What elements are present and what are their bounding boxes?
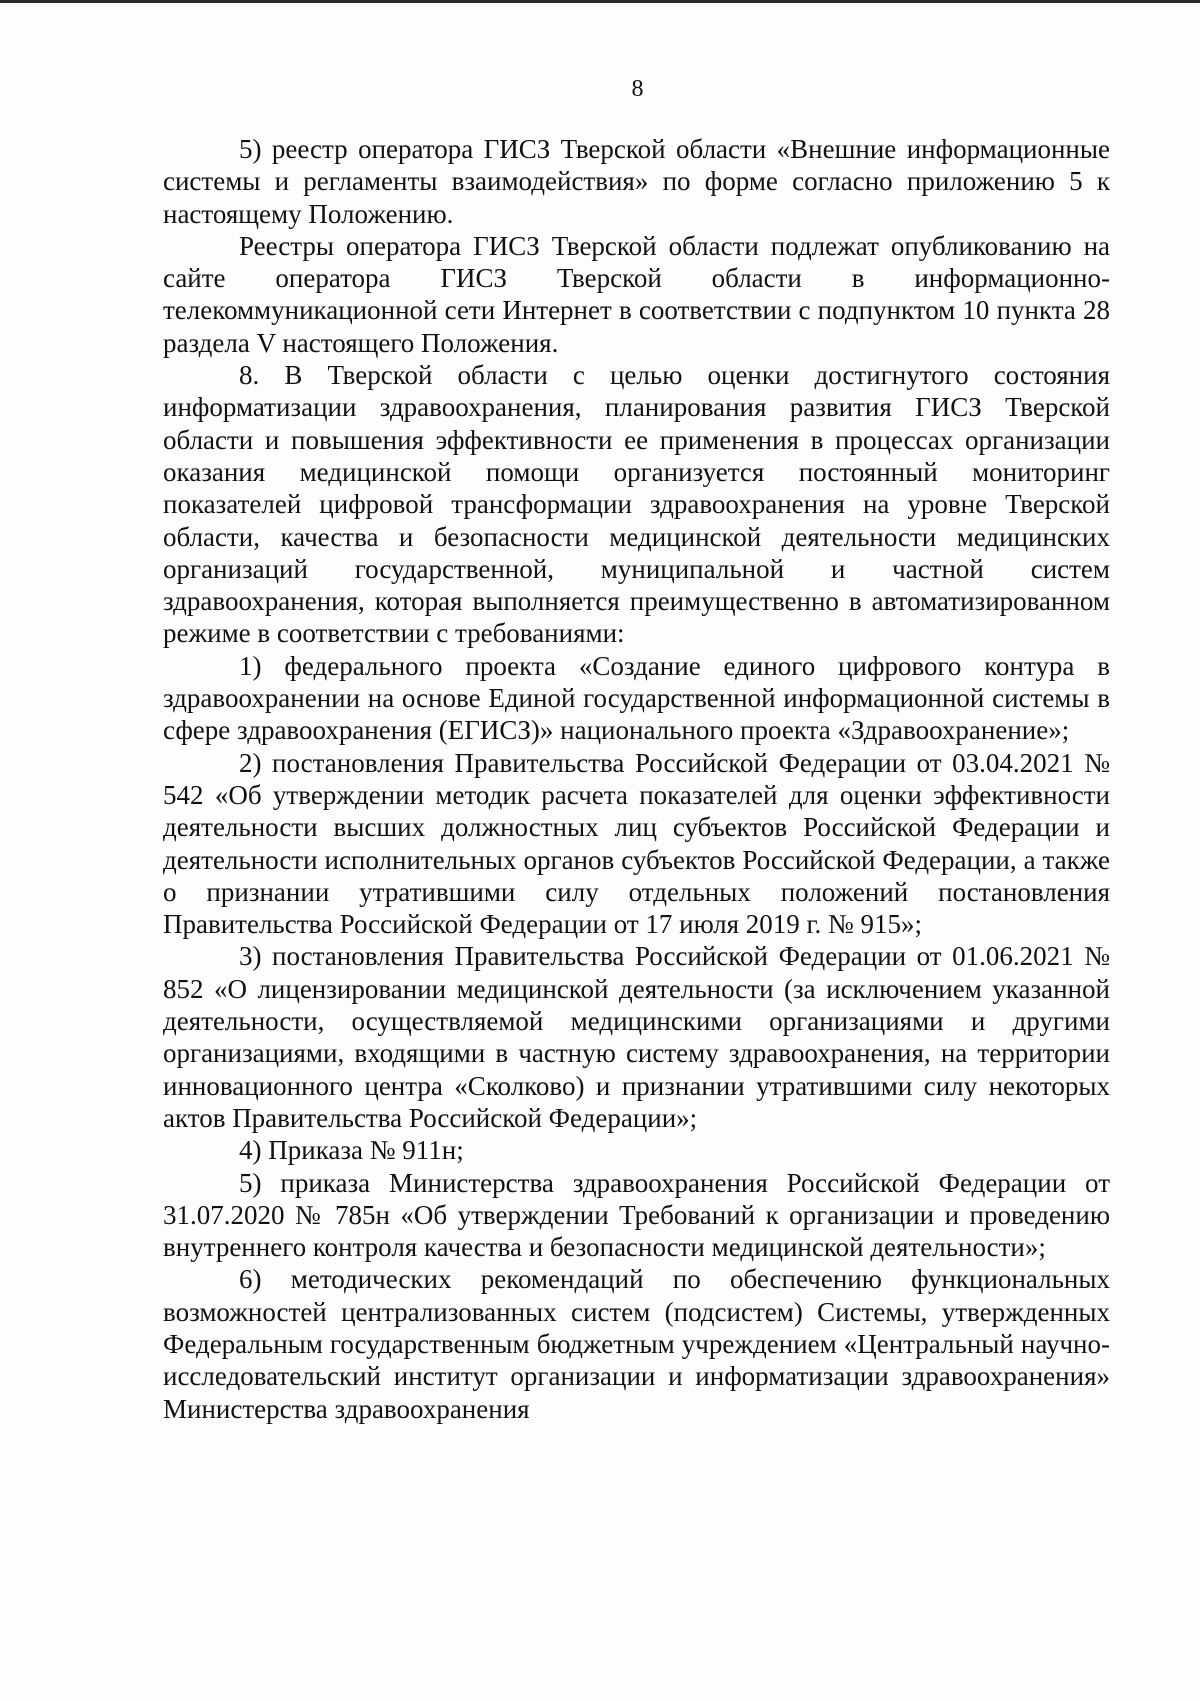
paragraph-requirement-6: 6) методических рекомендаций по обеспечению функциональных возможностей централизованных систем (подсистем) Системы, утвержденных Федеральным государственным бюджетным учреждением «Центральный научно-исследовательский институт организации и информатизации здравоохранения» Министерства здравоохранения <box>163 1264 1110 1424</box>
paragraph-registry-5: 5) реестр оператора ГИСЗ Тверской области «Внешние информационные системы и регламенты взаимодействия» по форме согласно приложению 5 к настоящему Положению. <box>163 134 1110 229</box>
paragraph-item-8: 8. В Тверской области с целью оценки достигнутого состояния информатизации здравоохранения, планирования развития ГИСЗ Тверской области и повышения эффективности ее применения в процессах организации оказания медицинской помощи организуется постоянный мониторинг показателей цифровой трансформации здравоохранения на уровне Тверской области, качества и безопасности медицинской деятельности медицинских организаций государственной, муниципальной и частной систем здравоохранения, которая выполняется преимущественно в автоматизированном режиме в соответствии с требованиями: <box>163 360 1110 649</box>
paragraph-requirement-1: 1) федерального проекта «Создание единого цифрового контура в здравоохранении на основе Единой государственной информационной системы в сфере здравоохранения (ЕГИСЗ)» национального проекта «Здравоохранение»; <box>163 650 1110 746</box>
paragraph-requirement-4: 4) Приказа № 911н; <box>239 1135 464 1166</box>
scan-top-edge <box>0 0 1200 3</box>
paragraph-registry-publication: Реестры оператора ГИСЗ Тверской области подлежат опубликованию на сайте оператора ГИСЗ Тверской области в информационно-телекоммуникационной сети Интернет в соответствии с подпунктом 10 пункта 28 раздела V настоящего Положения. <box>163 230 1110 358</box>
paragraph-requirement-2: 2) постановления Правительства Российской Федерации от 03.04.2021 № 542 «Об утверждении методик расчета показателей для оценки эффективности деятельности высших должностных лиц субъектов Российской Федерации и деятельности исполнительных органов субъектов Российской Федерации, а также о признании утратившими силу отдельных положений постановления Правительства Российской Федерации от 17 июля 2019 г. № 915»; <box>163 747 1110 940</box>
paragraph-requirement-3: 3) постановления Правительства Российской Федерации от 01.06.2021 № 852 «О лицензировании медицинской деятельности (за исключением указанной деятельности, осуществляемой медицинскими организациями и другими организациями, входящими в частную систему здравоохранения, на территории инновационного центра «Сколково) и признании утратившими силу некоторых актов Правительства Российской Федерации»; <box>163 941 1110 1133</box>
document-body <box>163 133 1110 1425</box>
page-number: 8 <box>631 76 644 102</box>
paragraph-requirement-5: 5) приказа Министерства здравоохранения Российской Федерации от 31.07.2020 № 785н «Об утверждении Требований к организации и проведению внутреннего контроля качества и безопасности медицинской деятельности»; <box>163 1167 1110 1263</box>
